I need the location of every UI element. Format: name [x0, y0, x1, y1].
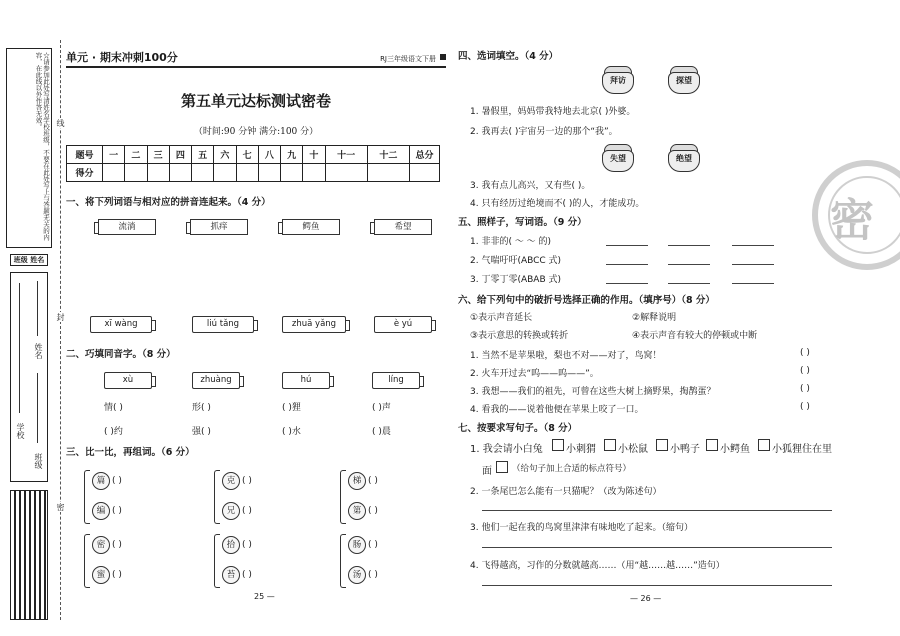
score-cell: 得分	[67, 164, 103, 182]
compare-blank[interactable]: ( )	[368, 570, 378, 580]
page-title: 第五单元达标测试密卷	[180, 92, 331, 110]
punct-box[interactable]	[552, 439, 564, 451]
homophone-item[interactable]: 形( )	[192, 403, 211, 413]
dash-answer[interactable]: ( )	[800, 348, 810, 358]
header-square-icon	[440, 54, 446, 60]
page-number-left: 25 —	[254, 592, 275, 601]
punct-question-part: 小鳄鱼	[720, 444, 750, 455]
compare-blank[interactable]: ( )	[368, 540, 378, 550]
punct-question-part: 小刺猬	[566, 444, 596, 455]
score-input-cell[interactable]	[125, 164, 147, 182]
homophone-pinyin: zhuàng	[192, 372, 240, 389]
class-line	[37, 373, 38, 443]
answer-line[interactable]	[732, 283, 774, 284]
score-input-cell[interactable]	[147, 164, 169, 182]
binding-notice: ☆请参加此处写清姓名学校班级，不要在此处写上与答题无关的内容，在此线以外作答无效。	[6, 48, 52, 248]
score-cell: 八	[258, 146, 280, 164]
binding-strip	[0, 40, 58, 620]
score-input-cell[interactable]	[214, 164, 236, 182]
header-series: 单元 · 期末冲刺100分	[66, 51, 178, 64]
compare-char: 拾	[222, 536, 240, 554]
score-input-cell[interactable]	[192, 164, 214, 182]
pattern-item: 1. 非非的( ～ ～ 的)	[470, 237, 552, 247]
header-grade: RJ三年级语文下册	[380, 55, 436, 63]
cut-label-mi: 密	[56, 503, 65, 511]
dash-option: ③表示意思的转换或转折	[470, 331, 569, 341]
homophone-pinyin: hú	[282, 372, 330, 389]
answer-line[interactable]	[606, 245, 648, 246]
binding-tag: 班级 姓名	[10, 254, 48, 266]
answer-line[interactable]	[668, 264, 710, 265]
score-cell: 十一	[325, 146, 367, 164]
score-input-cell[interactable]	[169, 164, 191, 182]
pattern-item: 3. 丁零丁零(ABAB 式)	[470, 275, 561, 285]
compare-char: 篇	[92, 472, 110, 490]
cut-label-feng: 封	[56, 313, 65, 321]
cut-label-xian: 线	[56, 119, 65, 127]
score-input-cell[interactable]	[103, 164, 125, 182]
score-cell: 六	[214, 146, 236, 164]
word-pot	[666, 140, 702, 176]
rewrite-question: 2. 一条尾巴怎么能有一只猫呢？（改为陈述句）	[470, 487, 662, 497]
compare-char: 梯	[348, 472, 366, 490]
punct-box[interactable]	[496, 461, 508, 473]
school-line	[19, 283, 20, 413]
homophone-item[interactable]: 情( )	[104, 403, 123, 413]
compare-blank[interactable]: ( )	[242, 476, 252, 486]
homophone-item[interactable]: ( )约	[104, 427, 123, 437]
score-cell: 十	[303, 146, 325, 164]
word-card[interactable]: 抓痒	[190, 219, 248, 235]
compare-blank[interactable]: ( )	[112, 570, 122, 580]
answer-line[interactable]	[482, 510, 832, 511]
score-cell: 二	[125, 146, 147, 164]
pot-word: 失望	[610, 154, 626, 163]
pattern-item: 2. 气喘吁吁(ABCC 式)	[470, 256, 562, 266]
punct-box[interactable]	[706, 439, 718, 451]
pot-word: 拜访	[610, 76, 626, 85]
pot-word: 探望	[676, 76, 692, 85]
word-pot	[600, 62, 636, 98]
score-input-cell[interactable]	[325, 164, 367, 182]
dash-option: ②解释说明	[632, 313, 677, 323]
answer-line[interactable]	[606, 283, 648, 284]
word-card[interactable]: 鳄鱼	[282, 219, 340, 235]
score-input-cell[interactable]	[367, 164, 409, 182]
score-cell: 总分	[410, 146, 440, 164]
punct-question-part: 小鸭子	[670, 444, 700, 455]
compare-char: 肠	[348, 536, 366, 554]
score-cell: 四	[169, 146, 191, 164]
compare-brace	[214, 470, 220, 524]
stamp-text: 密	[830, 195, 874, 246]
section-6-heading: 六、给下列句中的破折号选择正确的作用。（填序号）（8 分）	[458, 295, 715, 306]
compare-blank[interactable]: ( )	[242, 506, 252, 516]
score-cell: 五	[192, 146, 214, 164]
student-info-box	[10, 272, 48, 482]
pot-word: 绝望	[676, 154, 692, 163]
punct-question-part: 小狐狸住在里	[772, 444, 832, 455]
punct-question-part: 面	[482, 466, 492, 477]
score-input-cell[interactable]	[258, 164, 280, 182]
word-card[interactable]: 流淌	[98, 219, 156, 235]
compare-blank[interactable]: ( )	[112, 476, 122, 486]
compare-brace	[214, 534, 220, 588]
name-label: 姓名	[34, 343, 43, 359]
answer-line[interactable]	[606, 264, 648, 265]
score-cell: 三	[147, 146, 169, 164]
homophone-item[interactable]: ( )晨	[372, 427, 391, 437]
homophone-item[interactable]: ( )声	[372, 403, 391, 413]
compare-blank[interactable]: ( )	[368, 476, 378, 486]
answer-line[interactable]	[482, 585, 832, 586]
pinyin-card[interactable]: è yú	[374, 316, 432, 333]
answer-line[interactable]	[668, 245, 710, 246]
section-1-heading: 一、将下列词语与相对应的拼音连起来。（4 分）	[66, 197, 271, 208]
punct-question-part: 小松鼠	[618, 444, 648, 455]
compare-brace	[340, 534, 346, 588]
compare-char: 苔	[222, 566, 240, 584]
score-input-cell[interactable]	[303, 164, 325, 182]
section-3-heading: 三、比一比，再组词。（6 分）	[66, 447, 195, 458]
compare-blank[interactable]: ( )	[242, 570, 252, 580]
school-label: 学校	[16, 423, 25, 439]
homophone-item[interactable]: 强( )	[192, 427, 211, 437]
rewrite-question: 3. 他们一起在我的鸟窝里津津有味地吃了起来。（缩句）	[470, 523, 693, 533]
section-2-heading: 二、巧填同音字。（8 分）	[66, 349, 176, 360]
compare-blank[interactable]: ( )	[242, 540, 252, 550]
fill-question[interactable]: 4. 只有经历过绝境而不( )的人，才能成功。	[470, 199, 645, 209]
compare-brace	[340, 470, 346, 524]
score-input-cell[interactable]	[236, 164, 258, 182]
punct-hint: （给句子加上合适的标点符号）	[512, 464, 632, 474]
compare-char: 编	[92, 502, 110, 520]
pinyin-card[interactable]: zhuā yǎng	[282, 316, 346, 333]
compare-brace	[84, 470, 90, 524]
dash-question: 1. 当然不是苹果啦，梨也不对——对了，鸟窝！	[470, 351, 662, 361]
compare-char: 汤	[348, 566, 366, 584]
compare-brace	[84, 534, 90, 588]
score-table-row	[67, 164, 440, 182]
section-7-heading: 七、按要求写句子。（8 分）	[458, 423, 578, 434]
compare-char: 第	[348, 502, 366, 520]
homophone-pinyin: líng	[372, 372, 420, 389]
dash-question: 4. 看我的——说着他便在苹果上咬了一口。	[470, 405, 644, 415]
pinyin-card[interactable]: liú tǎng	[192, 316, 254, 333]
word-pot	[666, 62, 702, 98]
binding-stripes	[10, 490, 48, 620]
score-input-cell[interactable]	[281, 164, 303, 182]
compare-blank[interactable]: ( )	[112, 506, 122, 516]
answer-line[interactable]	[668, 283, 710, 284]
score-cell: 七	[236, 146, 258, 164]
score-table	[66, 145, 440, 182]
score-cell: 十二	[367, 146, 409, 164]
score-cell: 题号	[67, 146, 103, 164]
class-label: 班级	[34, 453, 43, 469]
score-cell: 九	[281, 146, 303, 164]
compare-char: 兄	[222, 502, 240, 520]
dash-answer[interactable]: ( )	[800, 366, 810, 376]
fill-question[interactable]: 2. 我再去( )宇宙另一边的那个“我”。	[470, 127, 618, 137]
compare-char: 密	[92, 536, 110, 554]
section-5-heading: 五、照样子，写词语。（9 分）	[458, 217, 587, 228]
dash-option: ①表示声音延长	[470, 313, 533, 323]
compare-char: 克	[222, 472, 240, 490]
score-table-row	[67, 146, 440, 164]
punct-question-part: 1. 我会请小白兔	[470, 444, 543, 455]
page-subtitle: （时间:90 分钟 满分:100 分）	[193, 127, 319, 137]
secret-stamp	[812, 160, 900, 270]
dash-answer[interactable]: ( )	[800, 402, 810, 412]
compare-blank[interactable]: ( )	[368, 506, 378, 516]
dash-option: ④表示声音有较大的停顿或中断	[632, 331, 758, 341]
homophone-pinyin: xù	[104, 372, 152, 389]
punct-box[interactable]	[656, 439, 668, 451]
score-cell: 一	[103, 146, 125, 164]
name-line	[37, 281, 38, 336]
rewrite-question: 4. 飞得越高，习作的分数就越高……（用“越……越……”造句）	[470, 561, 725, 571]
answer-line[interactable]	[732, 245, 774, 246]
compare-blank[interactable]: ( )	[112, 540, 122, 550]
fill-question[interactable]: 1. 暑假里，妈妈带我特地去北京( )外婆。	[470, 107, 636, 117]
pinyin-card[interactable]: xī wàng	[90, 316, 152, 333]
homophone-item[interactable]: ( )狸	[282, 403, 301, 413]
fill-question[interactable]: 3. 我有点儿高兴，又有些( )。	[470, 181, 591, 191]
dash-answer[interactable]: ( )	[800, 384, 810, 394]
score-input-cell[interactable]	[410, 164, 440, 182]
section-4-heading: 四、选词填空。（4 分）	[458, 51, 559, 62]
punct-box[interactable]	[604, 439, 616, 451]
dash-question: 3. 我想——我们的祖先，可曾在这些大树上摘野果，掏鹊蛋？	[470, 387, 716, 397]
answer-line[interactable]	[732, 264, 774, 265]
word-card[interactable]: 希望	[374, 219, 432, 235]
compare-char: 蜜	[92, 566, 110, 584]
answer-line[interactable]	[482, 547, 832, 548]
dash-question: 2. 火车开过去“呜——呜——”。	[470, 369, 599, 379]
word-pot	[600, 140, 636, 176]
punct-box[interactable]	[758, 439, 770, 451]
page-number-right: — 26 —	[630, 594, 662, 603]
homophone-item[interactable]: ( )水	[282, 427, 301, 437]
page-header	[66, 48, 446, 68]
